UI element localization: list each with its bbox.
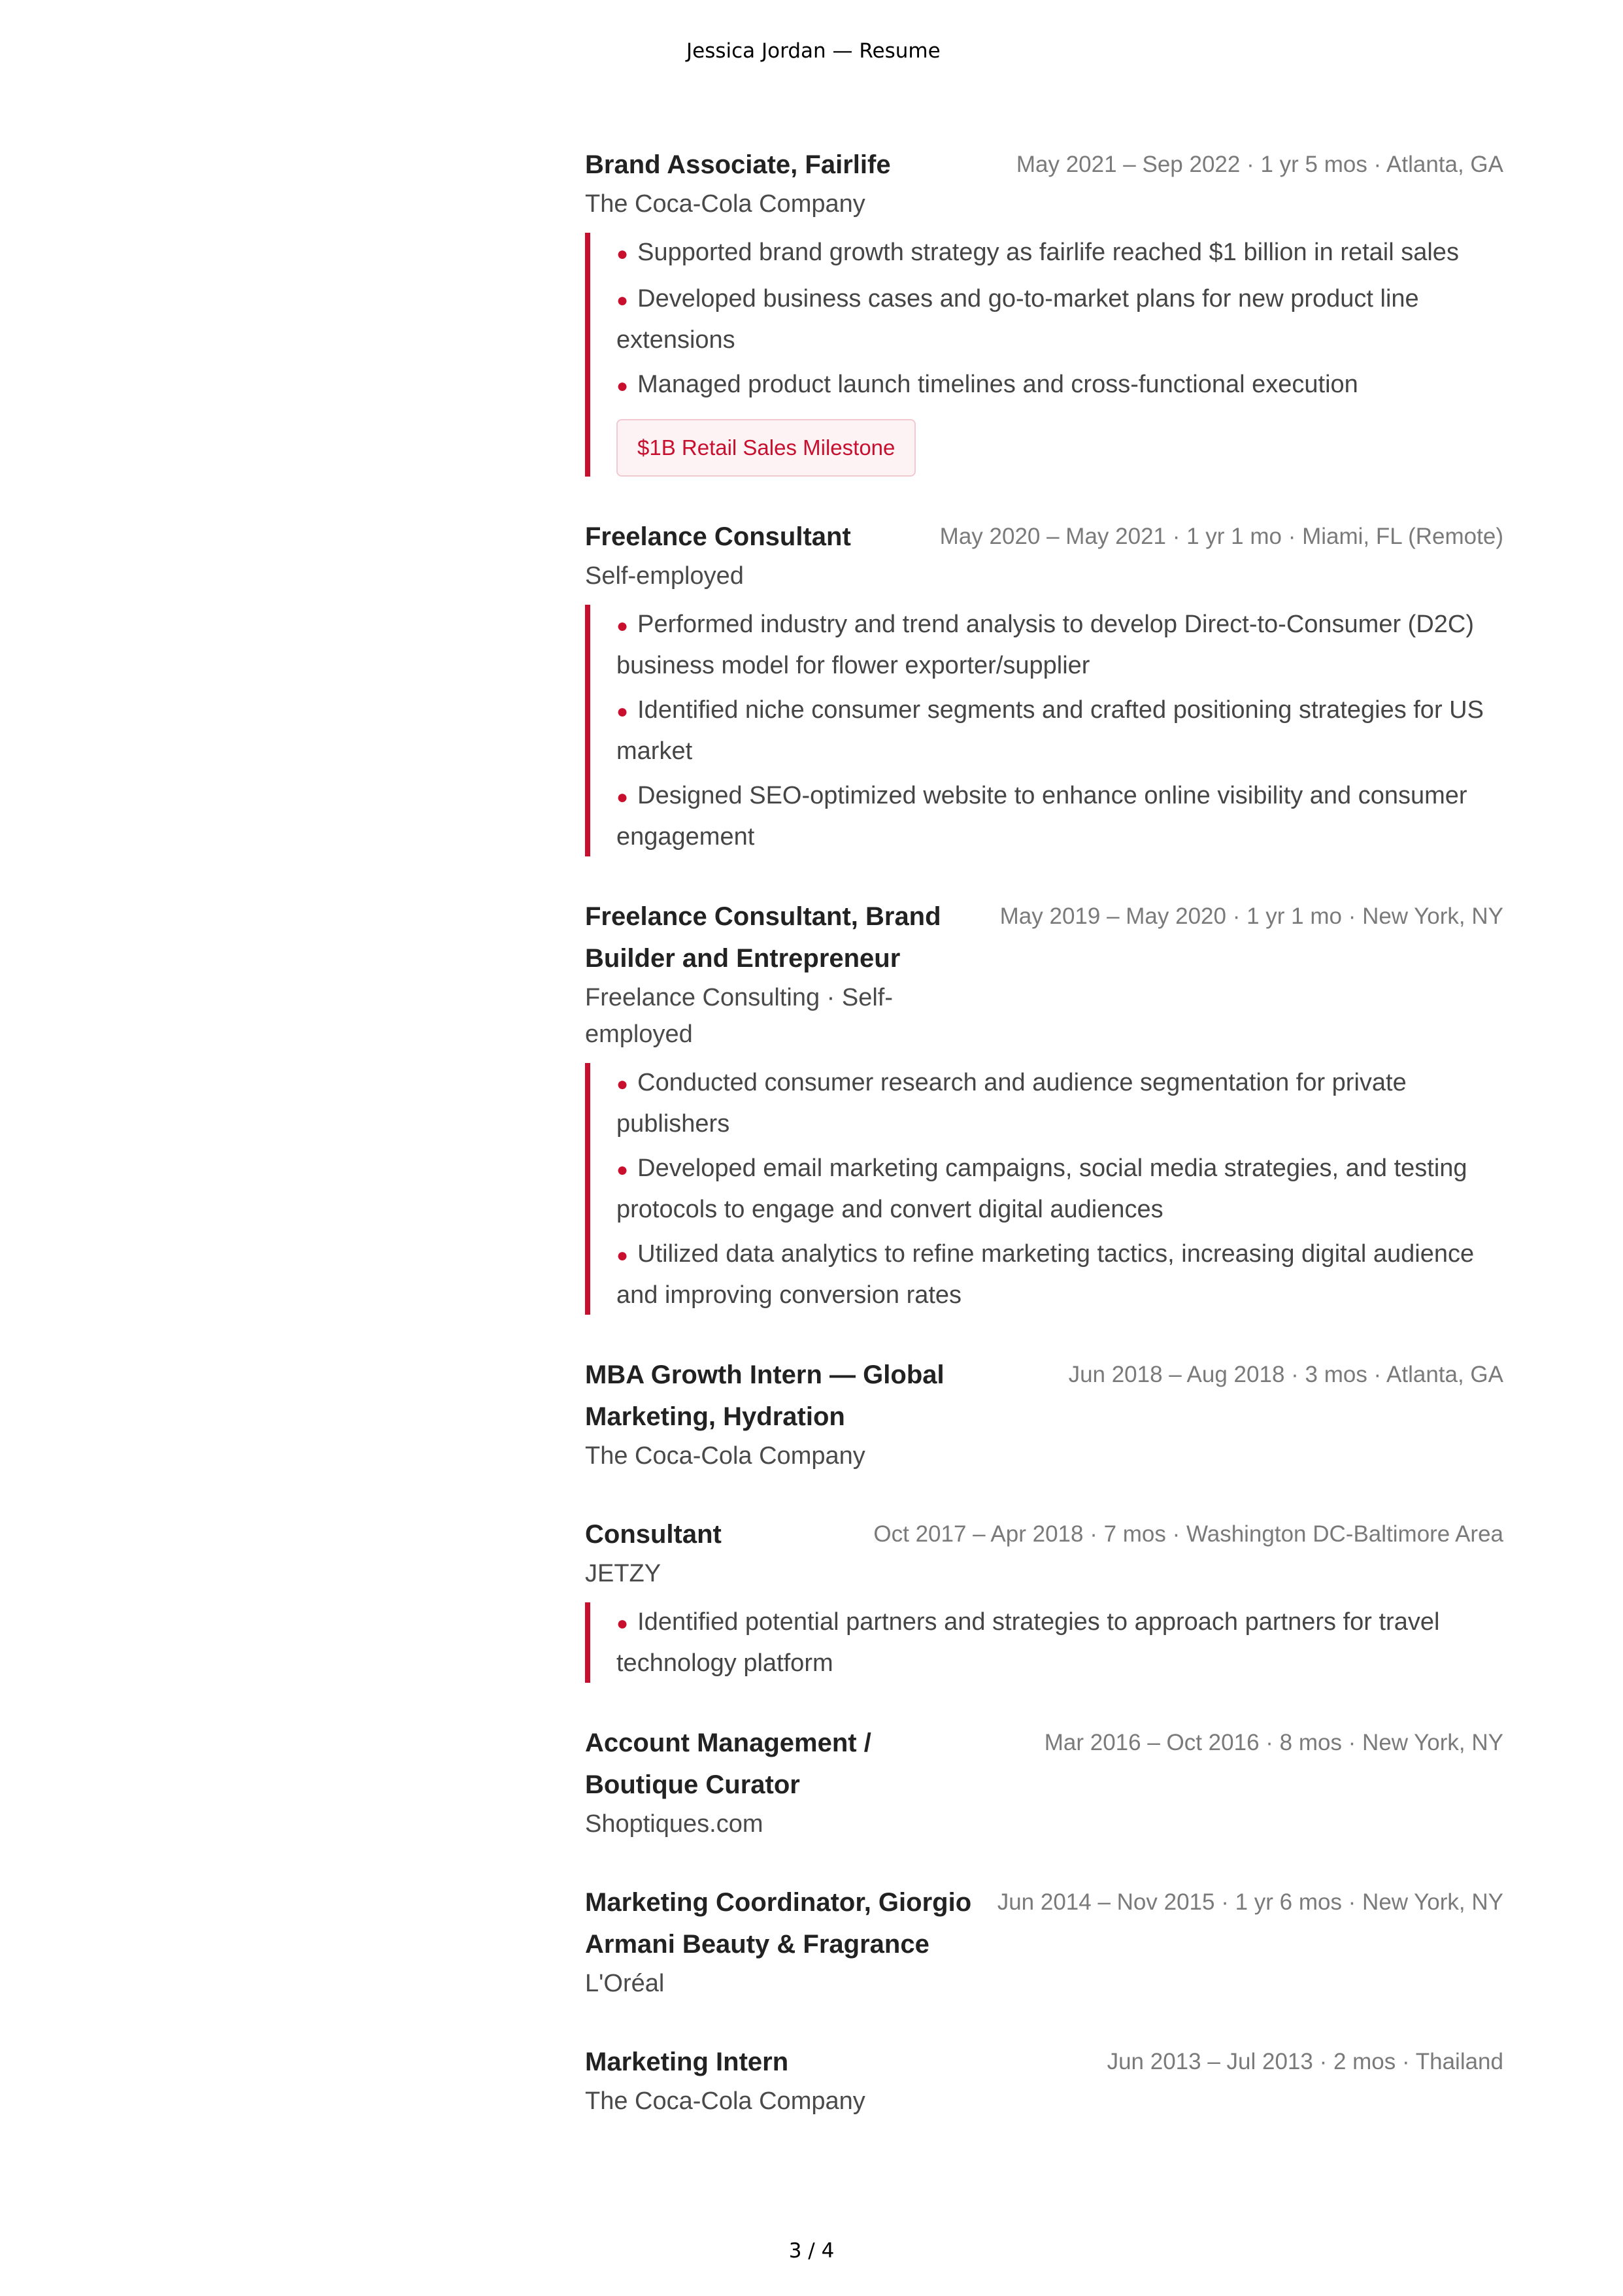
job-meta: Mar 2016 – Oct 2016 · 8 mos · New York, NY [1044,1730,1503,1755]
bullet-item [616,1234,1503,1315]
job-company: JETZY [585,1560,661,1587]
job-heading [585,144,891,222]
job-header [585,1354,1503,1474]
job-meta: May 2019 – May 2020 · 1 yr 1 mo · New York, NY [999,903,1503,929]
job-bullets [585,233,1503,477]
bullet-dot-icon: ● [616,1245,629,1266]
achievement-badge: $1B Retail Sales Milestone [616,419,916,477]
job-heading [585,516,851,594]
job-meta: Oct 2017 – Apr 2018 · 7 mos · Washington DC-Baltimore Area [873,1521,1503,1547]
bullet-text: Developed email marketing campaigns, social media strategies, and testing protocols to engage and convert digital audiences [616,1155,1467,1223]
job-title: Account Management / Boutique Curator [585,1729,871,1799]
job-heading [585,1722,977,1842]
job-title: Marketing Intern [585,2048,789,2076]
job-title: Consultant [585,1520,722,1549]
job-entry [585,144,1503,477]
bullet-dot-icon: ● [616,1073,629,1095]
job-heading [585,896,977,1053]
job-heading [585,2041,865,2119]
experience-list [585,144,1503,2159]
job-heading [585,1513,722,1592]
bullet-text: Utilized data analytics to refine marketing tactics, increasing digital audience and improving conversion rates [616,1240,1475,1309]
page-number: 3 / 4 [788,2239,835,2263]
job-header [585,896,1503,1053]
job-heading [585,1882,977,2002]
job-entry [585,896,1503,1315]
job-company: The Coca-Cola Company [585,190,865,218]
bullet-item [616,279,1503,360]
document-title: Jessica Jordan — Resume [686,39,941,63]
bullet-item [616,1149,1503,1229]
bullet-dot-icon: ● [616,1613,629,1634]
job-title: Freelance Consultant [585,522,851,551]
bullet-text: Supported brand growth strategy as fairlife reached $1 billion in retail sales [637,239,1459,266]
job-header [585,2041,1503,2119]
bullet-text: Performed industry and trend analysis to develop Direct-to-Consumer (D2C) business model for flower exporter/supplier [616,611,1474,679]
bullet-text: Developed business cases and go-to-market plans for new product line extensions [616,285,1419,354]
job-company: Freelance Consulting · Self-employed [585,984,893,1048]
bullet-text: Identified niche consumer segments and crafted positioning strategies for US market [616,696,1484,765]
job-company: L'Oréal [585,1970,665,1997]
bullet-item [616,776,1503,856]
job-header [585,1722,1503,1842]
job-entry [585,1513,1503,1683]
bullet-dot-icon: ● [616,786,629,808]
job-entry [585,1354,1503,1474]
bullet-text: Designed SEO-optimized website to enhance online visibility and consumer engagement [616,782,1467,851]
bullet-text: Conducted consumer research and audience segmentation for private publishers [616,1069,1407,1138]
bullet-dot-icon: ● [616,701,629,722]
bullet-dot-icon: ● [616,243,629,265]
job-heading [585,1354,977,1474]
job-entry [585,1722,1503,1842]
job-meta: May 2021 – Sep 2022 · 1 yr 5 mos · Atlanta, GA [1016,152,1503,177]
bullet-dot-icon: ● [616,290,629,311]
bullet-item [616,690,1503,771]
job-header [585,1513,1503,1592]
job-meta: May 2020 – May 2021 · 1 yr 1 mo · Miami, FL (Remote) [939,524,1503,549]
job-entry [585,516,1503,856]
job-company: Self-employed [585,562,744,590]
job-company: The Coca-Cola Company [585,1442,865,1470]
job-entry [585,2041,1503,2119]
bullet-item [616,233,1503,274]
job-bullets [585,1063,1503,1315]
bullet-text: Identified potential partners and strategies to approach partners for travel technology platform [616,1608,1440,1677]
job-title: Freelance Consultant, Brand Builder and Entrepreneur [585,902,941,973]
job-meta: Jun 2018 – Aug 2018 · 3 mos · Atlanta, GA [1068,1362,1503,1387]
job-entry [585,1882,1503,2002]
job-company: Shoptiques.com [585,1810,763,1838]
bullet-item [616,605,1503,685]
bullet-text: Managed product launch timelines and cross-functional execution [637,371,1358,398]
page-footer [0,2239,1623,2263]
job-bullets [585,1602,1503,1683]
job-header [585,516,1503,594]
job-bullets [585,605,1503,856]
job-title: MBA Growth Intern — Global Marketing, Hydration [585,1360,945,1431]
bullet-dot-icon: ● [616,375,629,397]
bullet-item [616,1602,1503,1683]
job-company: The Coca-Cola Company [585,2087,865,2115]
bullet-item [616,365,1503,406]
job-header [585,1882,1503,2002]
badge-row [616,411,1503,477]
job-meta: Jun 2013 – Jul 2013 · 2 mos · Thailand [1107,2049,1503,2074]
job-title: Marketing Coordinator, Giorgio Armani Beauty & Fragrance [585,1888,972,1959]
job-meta: Jun 2014 – Nov 2015 · 1 yr 6 mos · New York, NY [997,1889,1503,1915]
bullet-dot-icon: ● [616,615,629,637]
bullet-item [616,1063,1503,1143]
bullet-dot-icon: ● [616,1159,629,1181]
job-header [585,144,1503,222]
job-title: Brand Associate, Fairlife [585,150,891,179]
